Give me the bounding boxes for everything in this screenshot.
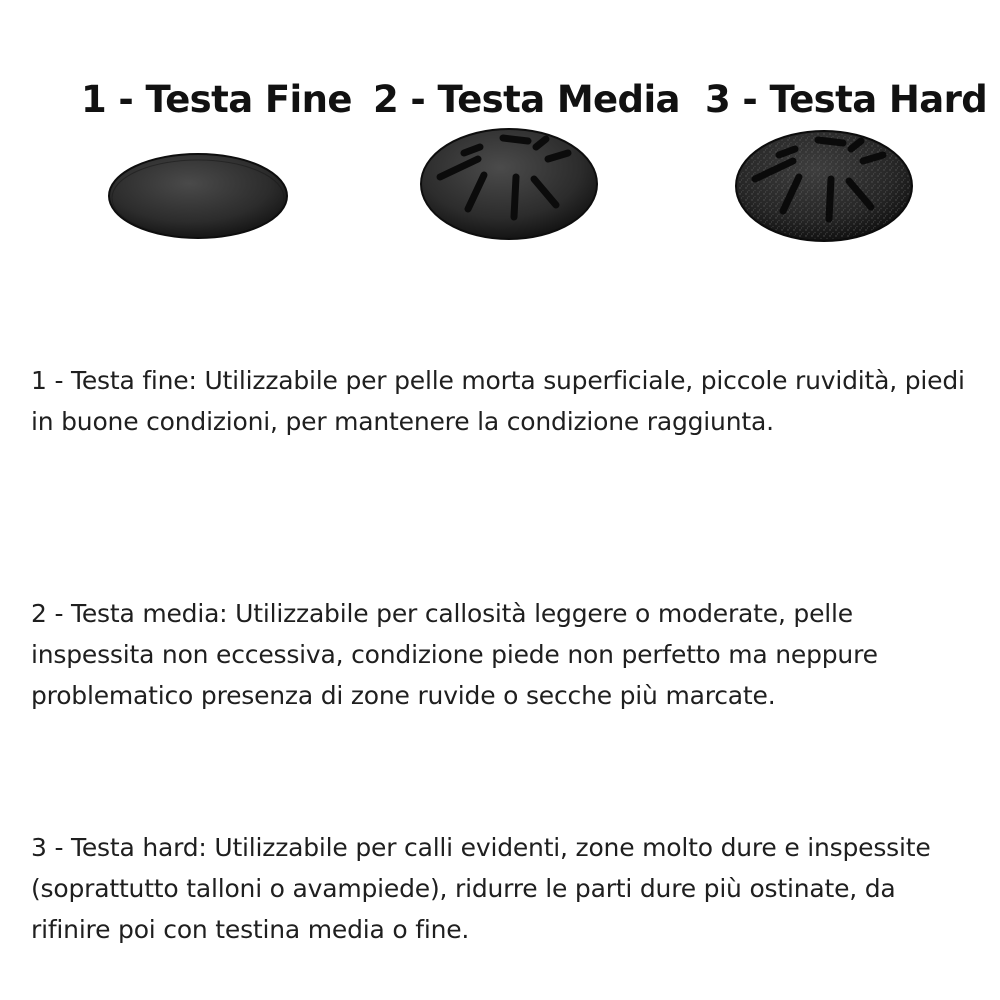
description-hard: 3 - Testa hard: Utilizzabile per calli evidenti, zone molto dure e inspessite (soprattutto talloni o avampiede), ridurre le parti dure più ostinate, da rifinire poi con testina media o fine. xyxy=(31,833,931,944)
rough-grooved-disc-icon xyxy=(733,127,915,245)
head-title-media: 2 - Testa Media xyxy=(373,78,680,121)
description-fine: 1 - Testa fine: Utilizzabile per pelle morta superficiale, piccole ruvidità, piedi in buone condizioni, per mantenere la condizione raggiunta. xyxy=(31,366,965,436)
head-title-fine: 1 - Testa Fine xyxy=(81,78,352,121)
description-media: 2 - Testa media: Utilizzabile per callosità leggere o moderate, pelle inspessita non eccessiva, condizione piede non perfetto ma neppure problematico presenza di zone ruvide o secche più marcate. xyxy=(31,599,878,710)
smooth-disc-icon xyxy=(105,150,291,242)
head-title-hard: 3 - Testa Hard xyxy=(705,78,988,121)
grooved-disc-icon xyxy=(418,125,600,243)
